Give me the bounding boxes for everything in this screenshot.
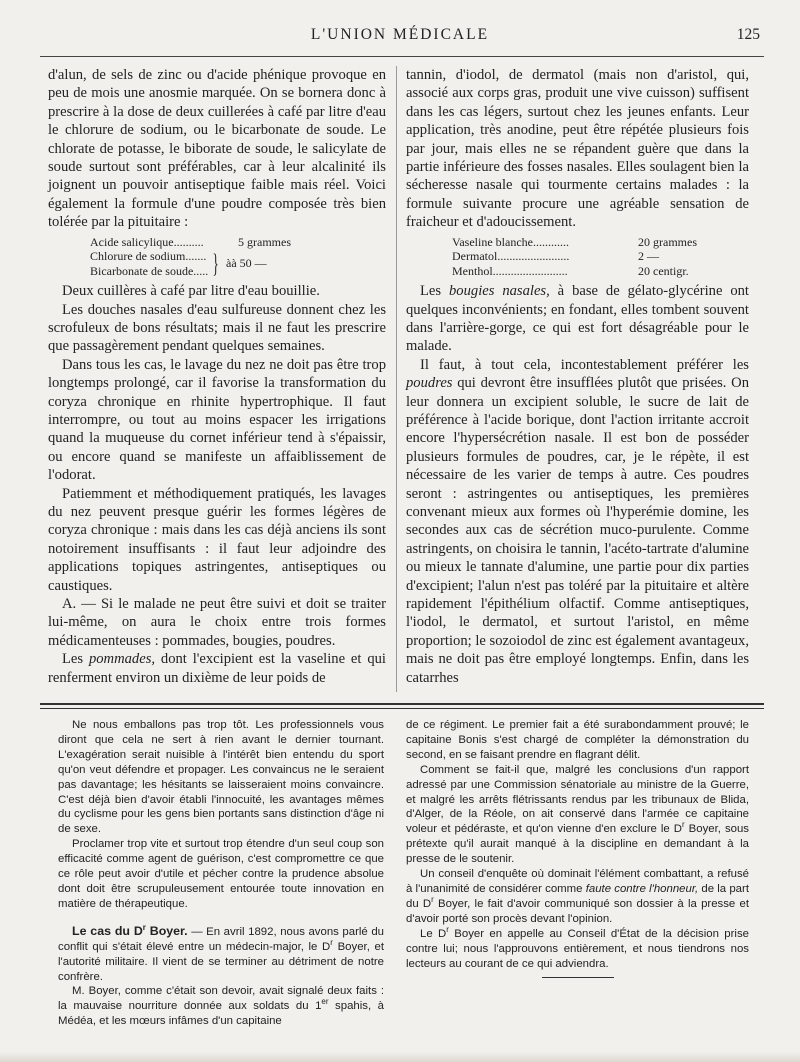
emphasis: faute contre l'honneur, xyxy=(585,882,699,895)
formula-quantity: 2 — xyxy=(638,249,659,264)
paragraph: de ce régiment. Le premier fait a été surabondamment prouvé; le capitaine Bonis s'est chargé de compléter la démonstration du second, en se faisant prendre en flagrant délit. xyxy=(406,719,749,761)
paragraph: Patiemment et méthodiquement pratiqués, les lavages du nez peuvent presque guérir les formes légères de coryza chronique : mais dans les cas déjà anciens ils sont notoirement insuffisants : il faut leur adjoindre des applications topiques astringentes, antiseptiques ou caustiques. xyxy=(48,485,386,594)
paragraph: Il faut, à tout cela, incontestablement préférer les poudres qui devront être insufflées plutôt que prisées. On leur donnera un excipient soluble, le sucre de lait de préférence à l'acide borique, dont l'action irritante accroit encore l'hypersécrétion nasale. Il est bon de posséder plusieurs formules de poudres, car, je le répète, il est nécessaire de les varier de temps à autre. Ces poudres seront : astringentes ou antiseptiques, les premières convenant mieux aux formes où l'hyperémie domine, les secondes aux cas de sécrétion muco-purulente. Comme astringents, on choisira le tannin, l'acéto-tartrate d'alumine ou mieux le tannate d'alumine, une partie pour dix parties d'excipient; l'alun n'est pas toléré par la pituitaire et altère rapidement l'épithélium olfactif. Comme antiseptiques, l'iodol, le dermatol, et surtout l'aristol, en même proportion; le sozoiodol de zinc est également avantageux, mais ne doit pas être employé longtemps. Enfin, dans les catarrhes xyxy=(406,356,749,686)
formula-row xyxy=(48,235,386,250)
formula-row xyxy=(406,264,749,279)
paragraph: Comment se fait-il que, malgré les conclusions d'un rapport adressé par une Commission sénatoriale au ministre de la Guerre, et malgré les arrêts flétrissants rendus par les tribunaux de Blida, d'Alger, de la Réole, on ait conservé dans l'armée ce capitaine voleur et pédéraste, et qu'on vienne d'en exclure le $D^r$ Boyer, sous prétexte qu'il aurait manqué à la discipline en demandant à la presse de le soutenir. xyxy=(406,763,750,866)
page-edge xyxy=(0,1052,800,1062)
feuilleton-left-column xyxy=(58,718,384,1029)
paragraph: Le cas du $D^r$ Boyer. — En avril 1892, nous avons parlé du conflit qui s'était élevé entre un médecin-major, le $D^r$ Boyer, et l'autorité militaire. Il vient de se terminer au détriment de notre confrère. xyxy=(58,922,384,983)
formula-quantity: 20 centigr. xyxy=(638,263,689,278)
article-right-column xyxy=(406,66,749,687)
paragraph: d'alun, de sels de zinc ou d'acide phénique provoque en peu de mois une anosmie marquée. On se bornera donc à prescrire à la dose de deux cuillerées à café par litre d'eau le chlorure de sodium, ou le bicarbonate de soude. Le chlorate de potasse, le biborate de soude, le salicylate de soude surtout sont préférables, car à leur alcalinité ils joignent un pouvoir antiseptique faible mais réel. Voici également la formule d'une poudre composée très bien tolérée par la pituitaire : xyxy=(48,67,386,231)
paragraph: Un conseil d'enquête où dominait l'élément combattant, a refusé à l'unanimité de considérer comme faute contre l'honneur, de la part du $D^r$ Boyer, le fait d'avoir communiqué son dossier à la presse et d'avoir porté son procès devant l'opinion. xyxy=(406,868,749,925)
paragraph: Les bougies nasales, à base de gélato-glycérine ont quelques inconvénients; en fondant, elles tombent souvent dans l'arrière-gorge, ce qui est fort désagréable pour le malade. xyxy=(406,283,749,355)
paragraph: Les pommades, dont l'excipient est la vaseline et qui renferment environ un dixième de leur poids de xyxy=(48,651,386,686)
feuilleton-right-column xyxy=(406,718,749,978)
formula-ointment xyxy=(406,235,749,279)
paragraph: tannin, d'iodol, de dermatol (mais non d'aristol, qui, associé aux corps gras, produit une vive cuisson) suffisent dans les cas légers, surtout chez les jeunes enfants. Leur application, très anodine, peut être répétée plusieurs fois par jour, mais elles ne se répandent guère que dans la partie inférieure des fosses nasales. Elles soulagent bien la sécheresse nasale qui tourmente certains malades : la formule suivante procure une agréable sensation de fraicheur et d'adoucissement. xyxy=(406,67,749,231)
formula-quantity: 5 grammes xyxy=(238,234,291,249)
feuilleton-rule-thick xyxy=(40,703,764,705)
formula-ingredient: Menthol......................... xyxy=(452,263,568,278)
formula-ingredient: Acide salicylique.......... xyxy=(90,234,204,249)
emphasis: pommades, xyxy=(88,651,156,668)
paragraph: Les douches nasales d'eau sulfureuse donnent chez les scrofuleux de bons résultats; mais il ne faut les prescrire que passagèrement pendant quelques semaines. xyxy=(48,301,386,355)
feuilleton-rule-thin xyxy=(40,708,764,709)
paragraph: Le $D^r$ Boyer en appelle au Conseil d'État de la décision prise contre lui; nous l'approuvons entièrement, et nous tiendrons nos lecteurs au courant de ce qui adviendra. xyxy=(406,924,749,970)
formula-quantity: 20 grammes xyxy=(638,234,697,249)
formula-ingredient: Vaseline blanche............ xyxy=(452,234,569,249)
formula-ingredient: Bicarbonate de soude..... xyxy=(90,263,209,278)
formula-brace-group xyxy=(48,249,386,278)
formula-quantity: àà 50 — xyxy=(226,256,267,271)
formula-row xyxy=(406,235,749,250)
page-number: 125 xyxy=(736,26,760,43)
paragraph: Ne nous emballons pas trop tôt. Les professionnels vous diront que cela ne sert à rien avant le dernier tournant. L'exagération serait nuisible à l'intérêt bien entendu du sport qu'on veut défendre et propager. Les convaincus ne le seraient pas davantage; les hésitants se laisseraient moins convaincre. C'est déjà bien d'avoir établi l'innocuité, les avantages mêmes du cyclisme pour les gens bien portants sans distinction d'âge ni de sexe. xyxy=(58,719,384,836)
running-header xyxy=(40,26,760,48)
paragraph: M. Boyer, comme c'était son devoir, avait signalé deux faits : la mauvaise nourriture donnée aux soldats du 1er spahis, à Médéa, et les mœurs infâmes d'un capitaine xyxy=(58,985,384,1028)
article-left-column xyxy=(48,66,386,687)
paragraph: Dans tous les cas, le lavage du nez ne doit pas être trop longtemps prolongé, car il favorise la transformation du coryza chronique en rhinite hypertrophique. Il faut interrompre, ou tout au moins espacer les irrigations quand la muqueuse du cornet inférieur tend à s'épaissir, ou encore quand se manifeste un affaiblissement de l'odorat. xyxy=(48,356,386,484)
paragraph: Deux cuillères à café par litre d'eau bouillie. xyxy=(62,283,320,300)
paragraph: Proclamer trop vite et surtout trop étendre d'un seul coup son efficacité comme agent de guérison, c'est compromettre ce que ce rôle peut avoir d'utile et pécher contre la prudence absolue dont doit être scrupuleusement entourée toute innovation en matière de thérapeutique. xyxy=(58,838,384,910)
column-divider xyxy=(396,66,397,692)
paragraph: A. — Si le malade ne peut être suivi et doit se traiter lui-même, on aura le choix entre trois formes médicamenteuses : pommades, bougies, poudres. xyxy=(48,596,386,649)
formula-row xyxy=(406,249,749,264)
section-heading: Le cas du $D^r$ Boyer. xyxy=(72,922,188,938)
emphasis: bougies nasales, xyxy=(449,283,550,300)
brace-symbol: } xyxy=(212,248,219,278)
journal-title: L'UNION MÉDICALE xyxy=(310,26,490,43)
formula-powder xyxy=(48,235,386,279)
end-rule xyxy=(542,977,614,978)
emphasis: poudres xyxy=(406,375,453,392)
header-rule xyxy=(40,56,764,57)
formula-ingredient: Chlorure de sodium....... xyxy=(90,249,207,264)
formula-ingredient: Dermatol........................ xyxy=(452,249,570,264)
